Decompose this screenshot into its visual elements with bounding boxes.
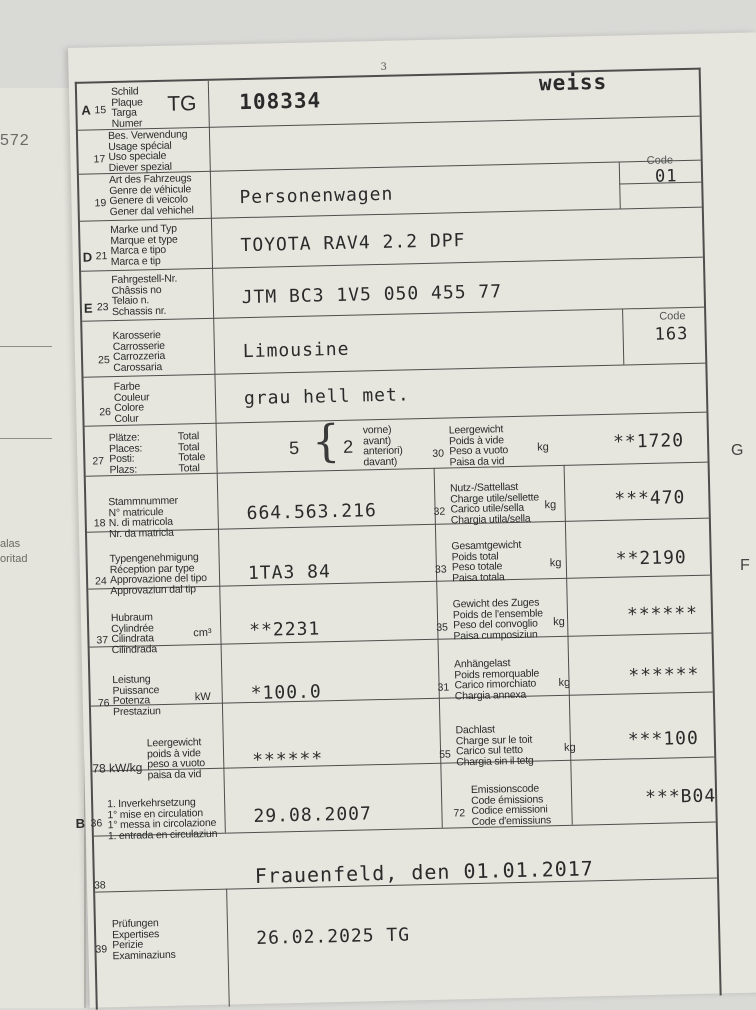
field-label-power: Leistung Puissance Potenza Prestaziun	[112, 673, 161, 718]
margin-marker-g: G	[731, 442, 744, 459]
field-label-body: Karosserie Carrosserie Carrozzeria Carossaria	[112, 328, 166, 374]
field-number: 35	[436, 621, 449, 634]
seats-brace: {	[311, 415, 341, 468]
unit-kg: kg	[549, 556, 562, 570]
field-number: 18	[93, 517, 106, 530]
type-approval-value: 1TA3 84	[247, 561, 332, 585]
field-label-seats-front: vorne) avant) anteriori) davant)	[362, 423, 403, 468]
field-label-empty-weight: Leergewicht Poids à vide Peso a vuoto Paisa da vid	[448, 423, 509, 468]
unit-kg: kg	[558, 676, 571, 690]
field-number: 21	[95, 250, 108, 263]
field-number: 36	[90, 817, 103, 830]
field-label-vehicle-type: Art des Fahrzeugs Genre de véhicule Genere di veicolo Gener dal vehichel	[108, 172, 194, 218]
field-label-chassis: Fahrgestell-Nr. Châssis no Telaio n. Schassis nr.	[111, 272, 178, 318]
field-label-payload: Nutz-/Sattellast Charge utile/sellette Carico utile/sella Chargia utila/sella	[449, 480, 540, 526]
field-label-seats: Plätze: Places: Posti: Plazs:	[108, 431, 143, 476]
field-number: 78 kW/kg	[92, 760, 143, 776]
field-label-power-to-weight: Leergewicht poids à vide peso a vuoto paisa da vid	[146, 736, 206, 781]
seats-front-value: 2	[342, 436, 354, 457]
place-date-value: Frauenfeld, den 01.01.2017	[254, 856, 595, 888]
field-number: 27	[92, 455, 105, 468]
field-label-plate: Schild Plaque Targa Numer	[110, 85, 143, 130]
empty-weight-value: **1720	[612, 430, 685, 453]
field-label-inspections: Prüfungen Expertises Perizie Examinaziuns	[111, 917, 176, 962]
field-number: 76	[97, 697, 110, 710]
field-marker-a: A	[81, 102, 91, 118]
field-label-master-number: Stammnummer N° matricule N. di matricola Nr. da matricla	[108, 494, 178, 540]
field-label-train-weight: Gewicht des Zuges Poids de l'ensemble Peso del convoglio Paisa cumposiziun	[452, 596, 543, 642]
label-column-divider	[208, 81, 218, 473]
trailer-load-value: ******	[628, 663, 700, 687]
field-number: 55	[438, 748, 451, 761]
unit-kg: kg	[563, 741, 576, 754]
row-divider	[90, 633, 712, 648]
field-number: 30	[432, 447, 445, 460]
displacement-value: **2231	[249, 618, 321, 642]
left-page-word: alas	[0, 538, 21, 550]
field-number: 39	[95, 943, 108, 956]
field-number: 23	[96, 301, 109, 314]
code-box-divider	[619, 162, 621, 209]
field-number: 31	[437, 681, 450, 694]
train-weight-value: ******	[626, 602, 699, 626]
field-label-emission-code: Emissionscode Code émissions Codice emissioni Code d'emissiuns	[470, 782, 552, 828]
vehicle-type-code: 01	[654, 166, 678, 187]
total-weight-value: **2190	[615, 547, 687, 570]
power-to-weight-value: ******	[251, 748, 324, 772]
unit-cm3: cm³	[193, 626, 212, 640]
field-label-special-use: Bes. Verwendung Usage spécial Uso speciale Diever spezial	[107, 128, 188, 174]
chassis-number-value: JTM BC3 1V5 050 455 77	[241, 281, 503, 309]
code-label: Code	[659, 310, 686, 323]
plate-number: 108334	[238, 88, 322, 115]
margin-marker-f: F	[740, 557, 750, 574]
field-number: 38	[93, 879, 106, 892]
body-type-value: Limousine	[242, 338, 350, 363]
field-number: 24	[94, 575, 107, 588]
power-value: *100.0	[250, 681, 322, 705]
color-value: grau hell met.	[243, 384, 410, 410]
left-page-word: oritad	[0, 553, 28, 565]
vehicle-color-header: weiss	[538, 69, 608, 96]
code-label: Code	[646, 154, 674, 167]
field-number: 17	[93, 153, 106, 166]
weight-value-column-divider	[564, 465, 573, 825]
field-label-type-approval: Typengenehmigung Réception par type Approvazione del tipo Approvaziun dal tip	[109, 551, 207, 597]
field-label-color: Farbe Couleur Colore Colur	[113, 380, 150, 425]
body-type-code: 163	[654, 324, 689, 345]
field-number: 19	[94, 197, 107, 210]
field-label-total-weight: Gesamtgewicht Poids total Peso totale Paisa totala	[451, 538, 522, 584]
field-number: 72	[453, 807, 466, 820]
field-label-first-registration: 1. Inverkehrsetzung 1° mise en circulation 1° messa in circolazione 1. entrada en circulaziun	[107, 796, 218, 842]
row-divider	[83, 363, 705, 378]
code-box-divider	[622, 308, 624, 364]
label-column-divider	[217, 473, 226, 833]
unit-kg: kg	[537, 441, 549, 454]
field-number: 26	[99, 406, 112, 419]
label-column-divider	[226, 889, 230, 1007]
row-divider	[87, 518, 709, 533]
field-number: 25	[97, 354, 110, 367]
unit-kg: kg	[553, 615, 565, 629]
left-page-number-fragment: 572	[0, 132, 30, 149]
field-label-make-model: Marke und Typ Marque et type Marca e tipo Marca e tip	[110, 222, 178, 268]
field-label-roof-load: Dachlast Charge sur le toit Carico sul tetto Chargia sin il tetg	[455, 723, 534, 768]
payload-value: ***470	[614, 487, 686, 510]
unit-kw: kW	[194, 690, 211, 704]
field-number: 33	[434, 563, 447, 576]
page-number: 3	[380, 61, 388, 73]
field-number: 37	[96, 634, 109, 647]
field-number: 32	[433, 505, 446, 518]
master-number-value: 664.563.216	[246, 500, 378, 525]
row-divider	[91, 692, 713, 710]
registration-document-page	[68, 32, 756, 1007]
first-registration-value: 29.08.2007	[253, 803, 373, 827]
field-marker-e: E	[83, 300, 93, 316]
left-page-rule	[0, 346, 52, 347]
field-number: 15	[94, 104, 107, 117]
field-label-displacement: Hubraum Cylindrée Cilindrata Cilindrada	[110, 611, 158, 656]
left-page-rule	[0, 438, 52, 439]
field-marker-b: B	[75, 815, 86, 832]
roof-load-value: ***100	[627, 727, 700, 751]
emission-code-value: ***B04	[644, 785, 717, 809]
vehicle-type-value: Personenwagen	[239, 183, 394, 209]
make-model-value: TOYOTA RAV4 2.2 DPF	[240, 230, 466, 257]
field-label-trailer-load: Anhängelast Poids remorquable Carico rimorchiato Chargia annexa	[453, 657, 540, 702]
field-marker-d: D	[82, 249, 93, 265]
unit-kg: kg	[544, 499, 557, 512]
inspection-date-value: 26.02.2025 TG	[256, 924, 411, 949]
seats-total-value: 5	[288, 437, 300, 459]
canton-code: TG	[167, 92, 197, 116]
field-label-seats-total: Total Total Totale Total	[177, 430, 206, 475]
